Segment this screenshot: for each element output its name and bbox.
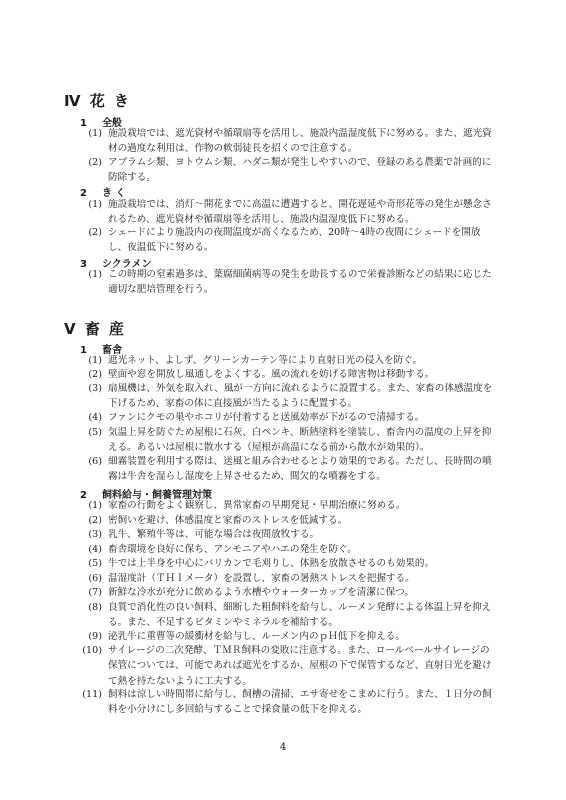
- list-item: [86, 410, 498, 425]
- item-number: (2): [88, 157, 102, 168]
- list-item: [86, 498, 498, 513]
- item-text: 温湿度計（ＴＨＩメータ）を設置し、家畜の暑熱ストレスを把握する。: [108, 573, 415, 584]
- item-number: (10): [82, 645, 102, 656]
- item-number: (4): [88, 412, 102, 423]
- item-text: ファンにクモの巣やホコリが付着すると送風効率が下がるので清掃する。: [108, 412, 425, 423]
- item-text: 遮光ネット、よしず、グリーンカーテン等により直射日光の侵入を防ぐ。: [108, 355, 423, 366]
- item-text: この時期の窒素過多は、葉腐細菌病等の発生を助長するので栄養診断などの結果に応じた適切な肥培管理を行う。: [108, 269, 492, 296]
- item-text: 施設栽培では、遮光資材や循環扇等を活用し、施設内温湿度低下に努める。また、遮光資材の過度な利用は、作物の軟弱徒長を招くので注意する。: [108, 128, 492, 155]
- item-number: (8): [88, 602, 102, 613]
- list-item: [86, 197, 498, 228]
- item-number: (1): [88, 128, 102, 139]
- item-text: 乳牛、繁殖牛等は、可能な場合は夜間放牧する。: [108, 529, 320, 540]
- item-number: (5): [88, 427, 102, 438]
- item-text: 家畜の行動をよく観察し、異常家畜の早期発見・早期治療に努める。: [108, 500, 406, 511]
- item-number: (4): [88, 544, 102, 555]
- page-number: 4: [279, 742, 287, 753]
- item-number: (2): [88, 227, 102, 238]
- item-number: (1): [88, 269, 102, 280]
- item-number: (7): [88, 587, 102, 598]
- item-number: (2): [88, 369, 102, 380]
- subheading-number: 2: [80, 188, 87, 199]
- item-text: 新鮮な冷水が充分に飲めるよう水槽やウォーターカップを清潔に保つ。: [108, 587, 414, 598]
- item-text: サイレージの二次発酵、ＴＭＲ飼料の変敗に注意する。また、ロールベールサイレージの保管については、可能であれば遮光をするか、屋根の下で保管するなど、直射日光を避けて熱を持たないように工夫する。: [108, 645, 492, 687]
- list-item: [86, 126, 498, 157]
- item-text: 気温上昇を防ぐため屋根に石灰、白ペンキ、断熱塗料を塗装し、畜舎内の温度の上昇を抑える。あるいは屋根に散水する（屋根が高温になる前から散水が効果的）。: [108, 427, 492, 454]
- section-heading-flowers: Ⅳ 花 き: [64, 92, 131, 110]
- item-number: (9): [88, 631, 102, 642]
- subheading-title: 飼料給与・飼養管理対策: [102, 490, 212, 501]
- subheading-number: 1: [80, 345, 87, 356]
- item-text: 良質で消化性の良い飼料、細断した粗飼料を給与し、ルーメン発酵による体温上昇を抑える。また、不足するビタミンやミネラルを補給する。: [108, 602, 492, 629]
- subheading-title: 全般: [102, 118, 122, 129]
- subheading-title: き く: [102, 188, 126, 199]
- subheading-number: 1: [80, 118, 87, 129]
- item-text: 扇風機は、外気を取入れ、風が一方向に流れるように設置する。また、家畜の体感温度を下げるため、家畜の体に直接風が当たるように配置する。: [108, 383, 493, 410]
- item-number: (11): [82, 689, 102, 700]
- item-number: (6): [88, 456, 102, 467]
- subheading-title: 畜舎: [102, 345, 122, 356]
- item-number: (5): [88, 558, 102, 569]
- item-text: 壁面や窓を開放し風通しをよくする。風の流れを妨げる障害物は移動する。: [108, 369, 435, 380]
- item-text: 施設栽培では、消灯～開花までに高温に遭遇すると、開花遅延や奇形花等の発生が懸念されるため、遮光資材や循環扇等を活用し、施設内温湿度低下に努める。: [108, 199, 492, 226]
- section-heading-livestock: Ⅴ 畜 産: [64, 320, 127, 338]
- list-item: [86, 425, 498, 456]
- item-text: 畜舎環境を良好に保ち、アンモニアやハエの発生を防ぐ。: [108, 544, 357, 555]
- list-item: [82, 643, 498, 689]
- item-text: 飼料は涼しい時間帯に給与し、飼槽の清掃、エサ寄せをこまめに行う。また、１日分の飼料を小分けにし多回給与することで採食量の低下を抑える。: [108, 689, 492, 716]
- item-number: (3): [88, 529, 102, 540]
- list-item: [86, 267, 498, 298]
- list-item: [82, 687, 498, 718]
- item-text: 牛では上半身を中心にバリカンで毛刈りし、体熱を放散させるのも効果的。: [108, 558, 435, 569]
- list-item: [86, 454, 498, 485]
- item-number: (2): [88, 515, 102, 526]
- subheading-number: 3: [80, 259, 87, 270]
- item-number: (1): [88, 199, 102, 210]
- subheading-number: 2: [80, 490, 87, 501]
- item-number: (1): [88, 500, 102, 511]
- list-item: [86, 381, 498, 412]
- subheading-title: シクラメン: [102, 259, 152, 270]
- list-item: [86, 527, 498, 542]
- list-item: [86, 225, 498, 256]
- item-number: (6): [88, 573, 102, 584]
- list-item: [86, 585, 498, 600]
- list-item: [86, 155, 498, 186]
- list-item: [86, 600, 498, 631]
- item-number: (3): [88, 383, 102, 394]
- list-item: [86, 556, 498, 571]
- item-text: 泌乳牛に重曹等の緩衝材を給与し、ルーメン内のｐＨ低下を抑える。: [108, 631, 405, 642]
- item-text: 細霧装置を利用する際は、送風と組み合わせるとより効果的である。ただし、長時間の噴霧は牛舎を湿らし湿度を上昇させるため、間欠的な噴霧をする。: [108, 456, 492, 483]
- item-text: アブラムシ類、ヨトウムシ類、ハダニ類が発生しやすいので、登録のある農薬で計画的に防除する。: [108, 157, 492, 184]
- item-text: 密飼いを避け、体感温度と家畜のストレスを低減する。: [108, 515, 348, 526]
- item-number: (1): [88, 355, 102, 366]
- item-text: シェードにより施設内の夜間温度が高くなるため、20時～4時の夜間にシェードを開放し、夜温低下に努める。: [108, 227, 481, 254]
